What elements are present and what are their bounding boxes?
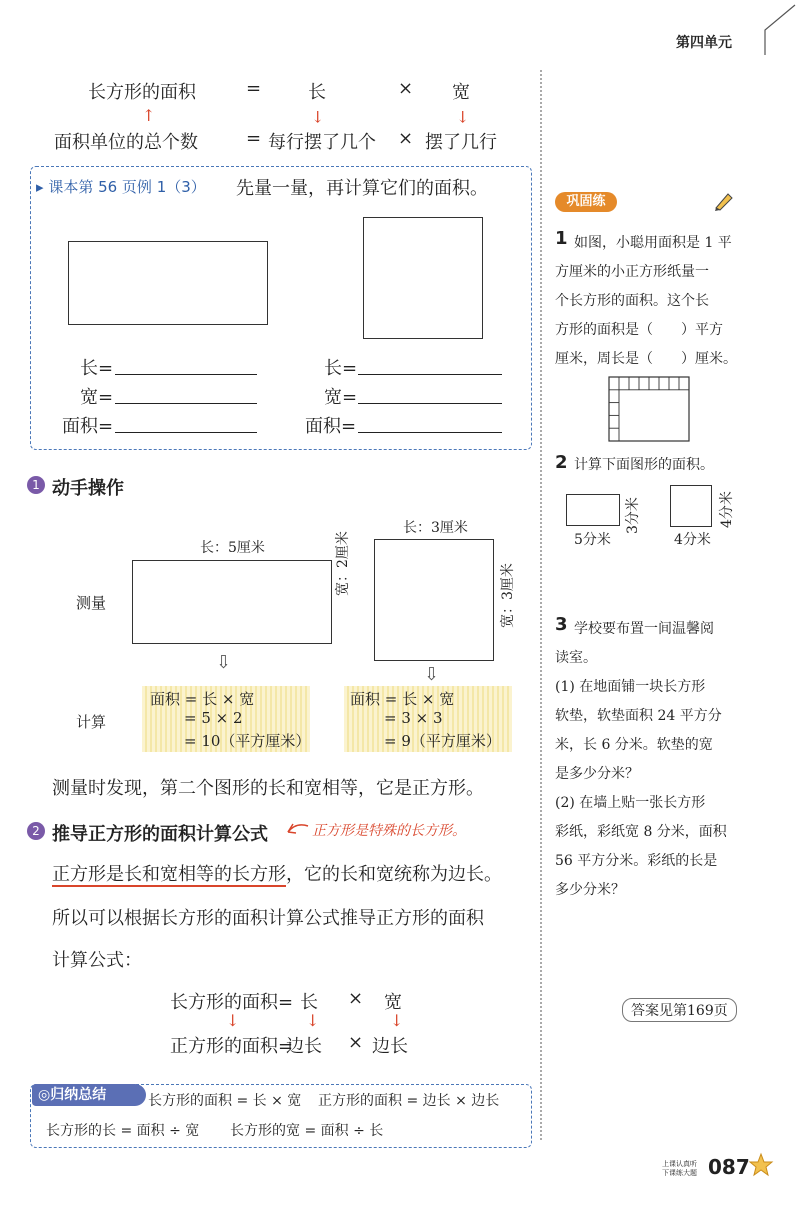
- down-arrow: ↑: [456, 107, 470, 126]
- width-blank[interactable]: [358, 381, 502, 404]
- square-length-label: 长：3厘米: [403, 520, 468, 536]
- formula-times: ×: [348, 1032, 364, 1053]
- paragraph-3: 计算公式：: [52, 950, 142, 971]
- corner-decoration: [755, 0, 800, 60]
- calc-line: 面积 = 长 × 宽: [150, 690, 255, 708]
- finding-text: 测量时发现，第二个图形的长和宽相等，它是正方形。: [52, 778, 484, 799]
- area-label: 面积=: [305, 416, 357, 437]
- calc-label: 计算: [76, 713, 107, 731]
- star-icon: [748, 1152, 774, 1178]
- q3-text: 学校要布置一间温馨阅: [574, 621, 714, 637]
- q2-square: [670, 485, 712, 527]
- width-label: 宽=: [80, 387, 114, 408]
- calc-line: = 3 × 3: [384, 709, 443, 727]
- length-blank[interactable]: [115, 352, 257, 375]
- q2-text: 计算下面图形的面积。: [574, 457, 714, 473]
- formula-per-row: 每行摆了几个: [268, 132, 376, 153]
- section-number-badge: 1: [27, 476, 45, 494]
- area-blank[interactable]: [115, 410, 257, 433]
- formula-length: 长: [300, 992, 318, 1013]
- area-label: 面积=: [62, 416, 114, 437]
- down-arrow: ↓: [390, 1011, 404, 1030]
- down-arrow: ↓: [226, 1011, 240, 1030]
- q2-rect-height: 3分米: [625, 497, 641, 534]
- length-label: 长=: [80, 358, 114, 379]
- unit-title: 第四单元: [676, 35, 732, 51]
- q2-rect-width: 5分米: [574, 532, 611, 548]
- formula-rows: 摆了几行: [425, 132, 497, 153]
- down-arrow: ↑: [311, 107, 325, 126]
- formula-length: 长: [308, 82, 326, 103]
- underlined-phrase: 正方形是长和宽相等的长方形: [52, 864, 286, 885]
- footer-brand: 上课认真听 下课练大题: [662, 1160, 697, 1177]
- answer-reference: 答案见第169页: [622, 998, 737, 1022]
- square-width-label: 宽：3厘米: [500, 563, 516, 628]
- calc-line: 面积 = 长 × 宽: [350, 690, 455, 708]
- example-instruction: 先量一量，再计算它们的面积。: [236, 178, 488, 199]
- formula-side: 边长: [372, 1036, 408, 1057]
- section-number-badge: 2: [27, 822, 45, 840]
- question-number: 3: [555, 614, 568, 635]
- calc-line: = 5 × 2: [184, 709, 243, 727]
- formula-width: 宽: [452, 82, 470, 103]
- rectangle-shape: [68, 241, 268, 325]
- example-tag: ▸ 课本第 56 页例 1（3）: [36, 178, 206, 196]
- question-number: 1: [555, 228, 568, 249]
- width-blank[interactable]: [115, 381, 257, 404]
- paragraph-2: 所以可以根据长方形的面积计算公式推导正方形的面积: [52, 908, 484, 929]
- summary-line: 正方形的面积 = 边长 × 边长: [318, 1093, 500, 1109]
- pointer-arrow: [286, 820, 310, 842]
- area-blank[interactable]: [358, 410, 502, 433]
- formula-side: 边长: [286, 1036, 322, 1057]
- length-label: 长=: [324, 358, 358, 379]
- calc-box-square: [344, 686, 512, 752]
- length-blank[interactable]: [358, 352, 502, 375]
- section-title: 动手操作: [52, 478, 124, 499]
- q2-square-height: 4分米: [719, 491, 735, 528]
- rect-width-label: 宽：2厘米: [335, 531, 351, 596]
- page-number: 087: [708, 1155, 750, 1179]
- practice-badge: 巩固练: [555, 192, 617, 212]
- measure-label: 测量: [76, 594, 107, 612]
- calc-line: = 9（平方厘米）: [384, 732, 501, 750]
- down-outline-arrow: ⇩: [216, 652, 232, 673]
- formula-rect: 长方形的面积=: [170, 992, 294, 1013]
- down-arrow: ↓: [306, 1011, 320, 1030]
- summary-line: 长方形的面积 = 长 × 宽: [148, 1093, 302, 1109]
- formula-times: ×: [398, 78, 414, 99]
- summary-badge: ◎归纳总结: [32, 1084, 146, 1106]
- question-number: 2: [555, 452, 568, 473]
- summary-line: 长方形的长 = 面积 ÷ 宽: [46, 1123, 200, 1139]
- q3-text: 读室。 (1) 在地面铺一块长方形 软垫，软垫面积 24 平方分 米，长 6 分米。软垫的宽 是多少分米？ (2) 在墙上贴一张长方形 彩纸，彩纸宽 8 分米，面积 56 平方分米。彩纸的长是 多少分米？: [555, 650, 727, 898]
- q2-rectangle: [566, 494, 620, 526]
- formula-eq: =: [246, 128, 262, 149]
- formula-rect-area: 长方形的面积: [88, 82, 196, 103]
- measured-square: [374, 539, 494, 661]
- pencil-icon: [712, 190, 736, 212]
- formula-width: 宽: [384, 992, 402, 1013]
- q2-square-width: 4分米: [674, 532, 711, 548]
- down-outline-arrow: ⇩: [424, 664, 440, 685]
- square-shape: [363, 217, 483, 339]
- grid-figure: [608, 376, 690, 442]
- note-text: 正方形是特殊的长方形。: [312, 823, 466, 839]
- formula-unit-count: 面积单位的总个数: [54, 132, 198, 153]
- column-divider: [540, 70, 542, 1140]
- calc-line: = 10（平方厘米）: [184, 732, 311, 750]
- measured-rectangle: [132, 560, 332, 644]
- q1-text: 如图，小聪用面积是 1 平: [574, 235, 732, 251]
- formula-times: ×: [348, 988, 364, 1009]
- q1-text: 方厘米的小正方形纸量一 个长方形的面积。这个长 方形的面积是（ ）平方 厘米，周长是（ ）厘米。: [555, 264, 737, 367]
- formula-eq: =: [246, 78, 262, 99]
- rect-length-label: 长：5厘米: [200, 540, 265, 556]
- calc-box-rectangle: [142, 686, 310, 752]
- summary-line: 长方形的宽 = 面积 ÷ 长: [230, 1123, 384, 1139]
- paragraph-1: 正方形是长和宽相等的长方形，它的长和宽统称为边长。: [52, 864, 502, 885]
- width-label: 宽=: [324, 387, 358, 408]
- up-arrow: ↑: [142, 106, 156, 125]
- formula-square: 正方形的面积=: [170, 1036, 294, 1057]
- formula-times: ×: [398, 128, 414, 149]
- section-title: 推导正方形的面积计算公式: [52, 824, 268, 845]
